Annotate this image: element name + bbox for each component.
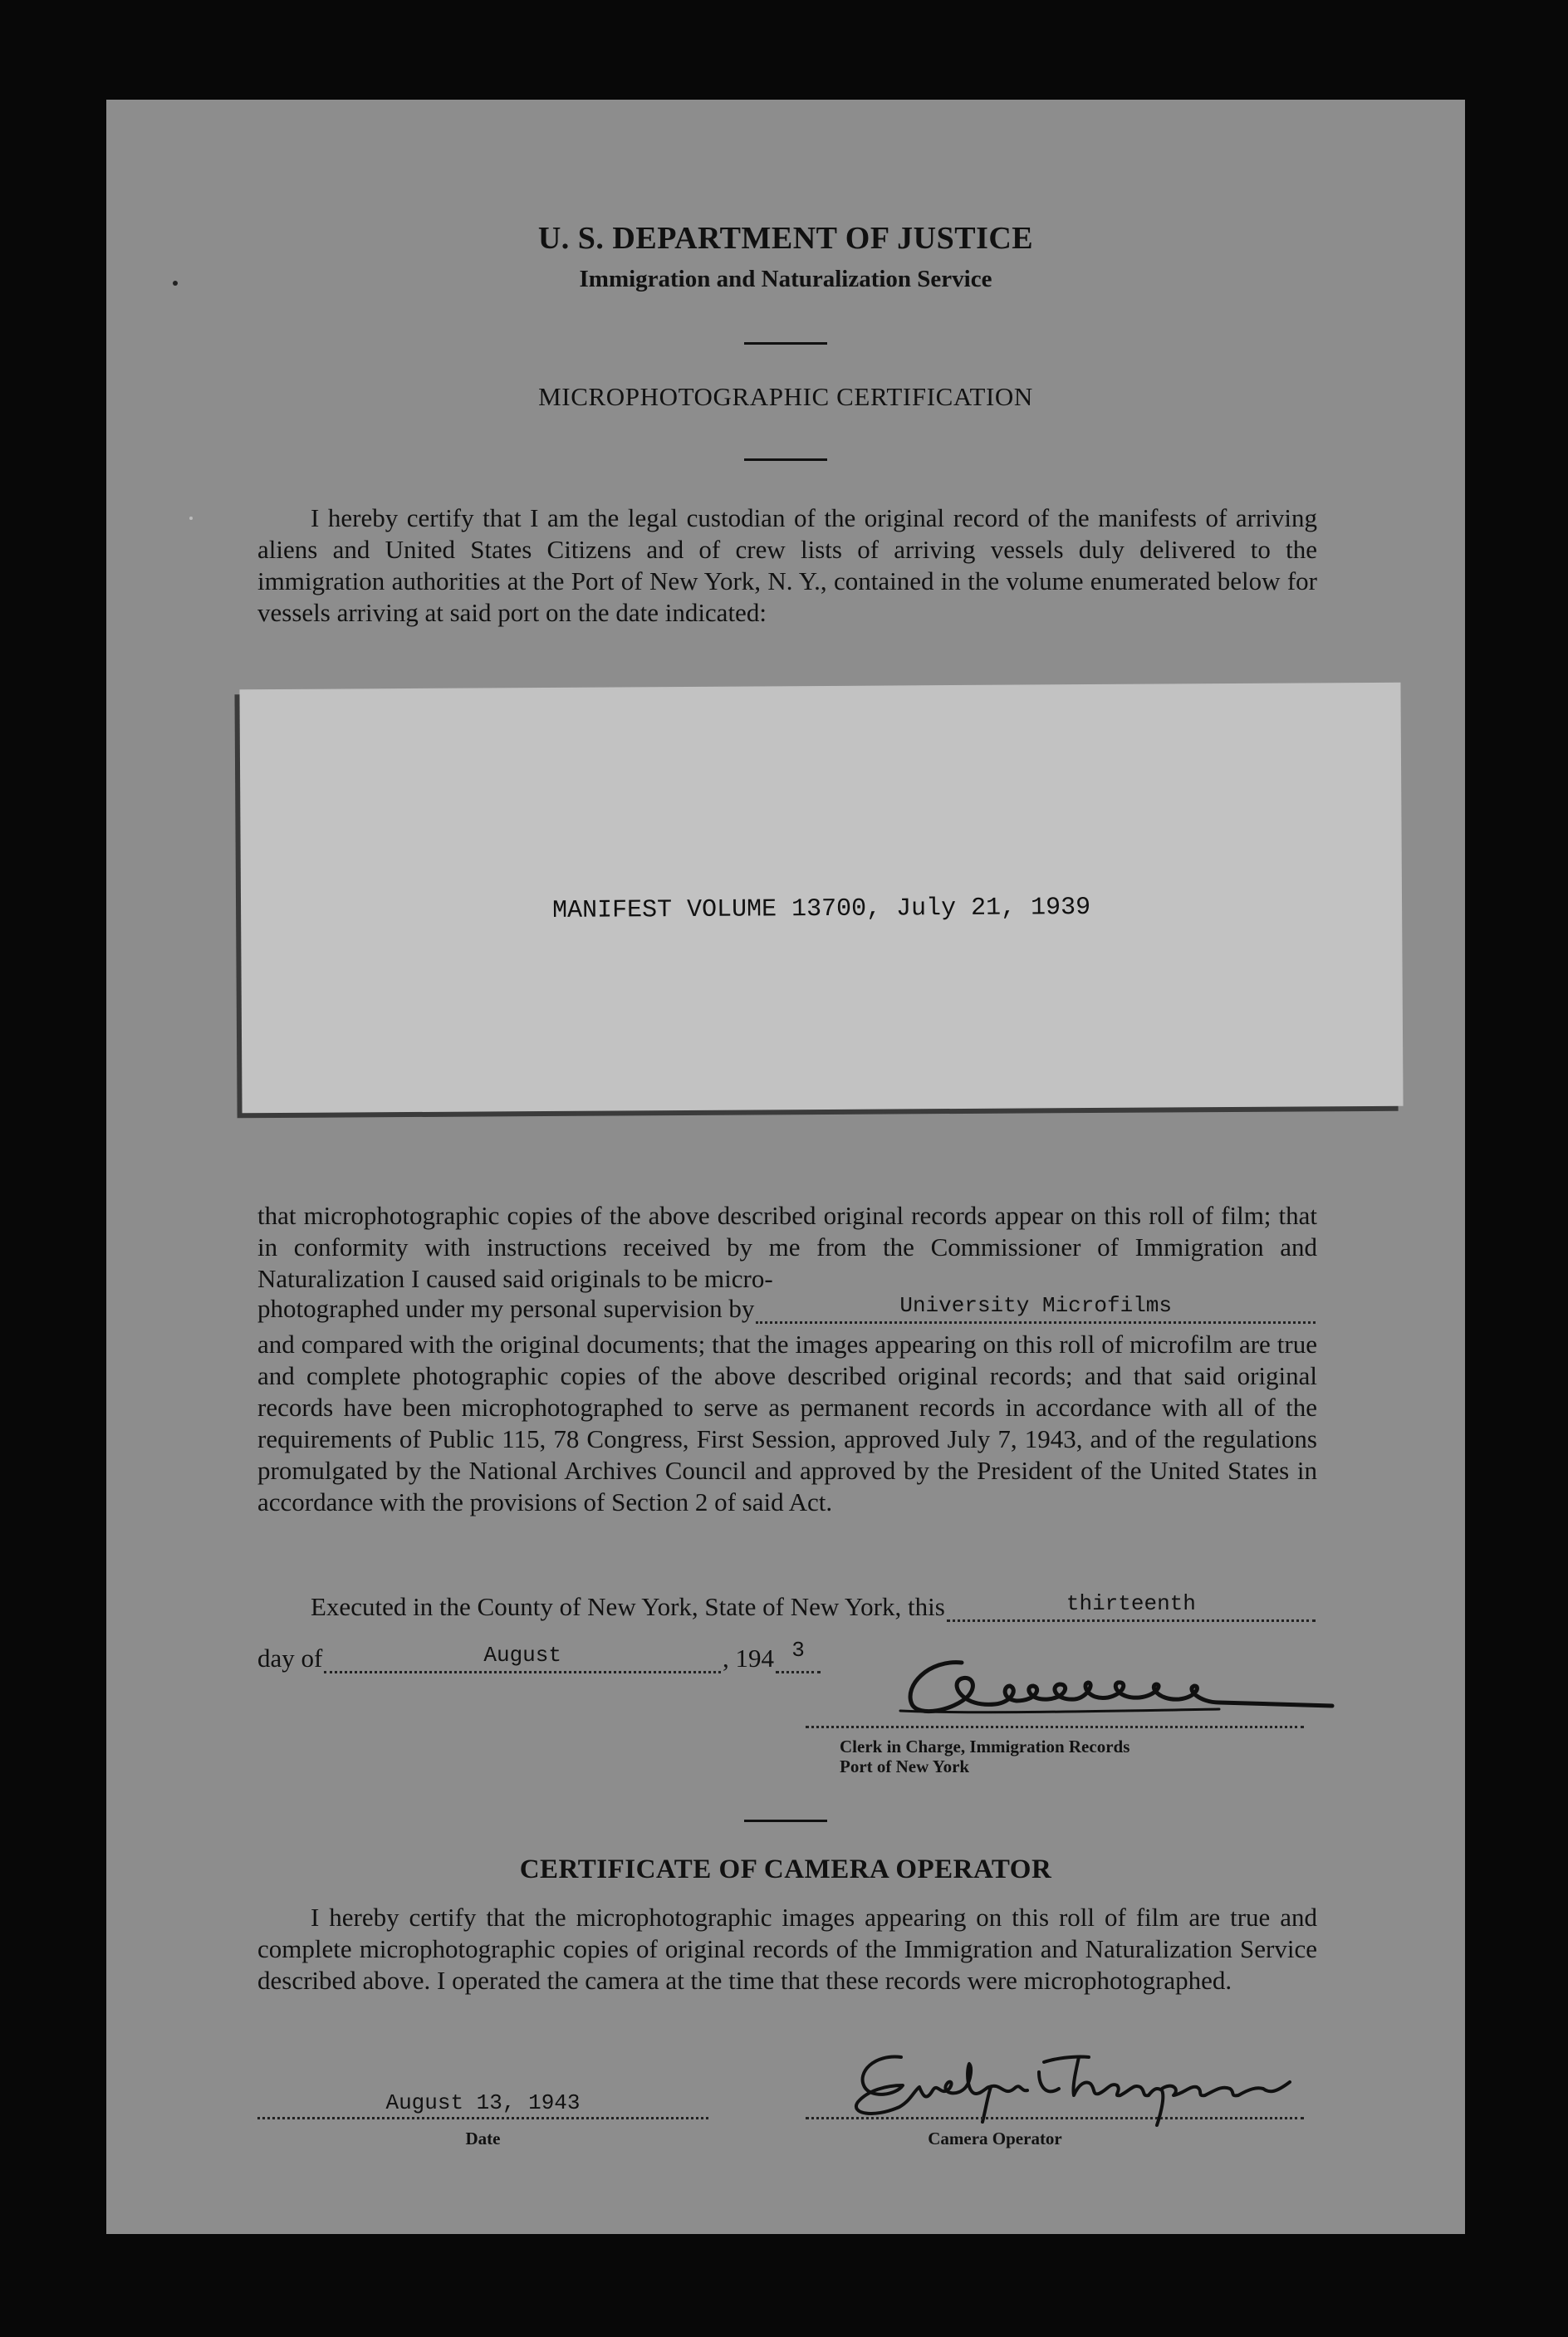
executed-day-field [947,1591,1316,1622]
divider-rule [744,1820,827,1822]
body-paragraph-part1: that microphotographic copies of the above described original records appear on this roll of film; that in conformity with instructions received by me from the Commissioner of Immigration and Naturalization I caused said originals to be micro- [257,1201,1317,1293]
certificate-sheet [106,100,1465,2234]
operator-caption: Camera Operator [928,2129,1062,2148]
camera-certificate-title: CERTIFICATE OF CAMERA OPERATOR [519,1854,1052,1884]
camera-date: August 13, 1943 [385,2090,581,2115]
clerk-title: Clerk in Charge, Immigration Records [840,1737,1130,1756]
executed-prefix: Executed in the County of New York, State of New York, this [311,1592,945,1621]
executed-month: August [483,1643,561,1668]
supervisor-field [756,1293,1316,1324]
body-paragraph-part2: and compared with the original documents; that the images appearing on this roll of microfilm are true and complete photographic copies of the above described original records; and that said original records have been microphotographed to serve as permanent records in accordance with all of the requirements of Public 115, 78 Congress, First Session, approved July 7, 1943, and of the regulations promulgated by the National Archives Council and approved by the President of the United States in accordance with the provisions of Section 2 of said Act. [257,1330,1317,1516]
executed-day: thirteenth [1066,1591,1196,1616]
divider-rule [744,342,827,345]
day-of-prefix: day of [257,1644,323,1673]
year-prefix: , 194 [723,1644,774,1673]
department-heading: U. S. DEPARTMENT OF JUSTICE [537,221,1034,256]
supervision-prefix: photographed under my personal supervision by [257,1294,755,1323]
date-caption: Date [465,2129,501,2148]
camera-paragraph: I hereby certify that the microphotographic images appearing on this roll of film are true and complete microphotographic copies of original records of the Immigration and Naturalization Service described above. I operated the camera at the time that these records were microphotographed. [257,1903,1317,1995]
intro-paragraph: I hereby certify that I am the legal custodian of the original record of the manifests of arriving aliens and United States Citizens and of crew lists of arriving vessels duly delivered to the immigration authorities at the Port of New York, N. Y., contained in the volume enumerated below for vessels arriving at said port on the date indicated: [257,503,1317,627]
executed-line [311,1592,1317,1622]
year-digit: 3 [791,1638,805,1663]
supervisor-name: University Microfilms [899,1293,1172,1318]
certification-title: MICROPHOTOGRAPHIC CERTIFICATION [538,382,1033,411]
supervision-line [257,1294,1317,1324]
day-of-line [257,1638,822,1673]
operator-signature-line [806,2087,1304,2119]
divider-rule [744,458,827,461]
clerk-signature-line [806,1726,1304,1728]
year-field [776,1638,821,1673]
service-subheading: Immigration and Naturalization Service [579,266,992,292]
clerk-signature [870,1653,1335,1736]
volume-label-card [239,683,1403,1114]
film-speck [189,517,193,520]
film-speck [173,281,178,286]
month-field [324,1643,721,1673]
camera-date-field [257,2087,708,2119]
clerk-location: Port of New York [840,1756,970,1776]
volume-label: MANIFEST VOLUME 13700, July 21, 1939 [551,894,1091,925]
